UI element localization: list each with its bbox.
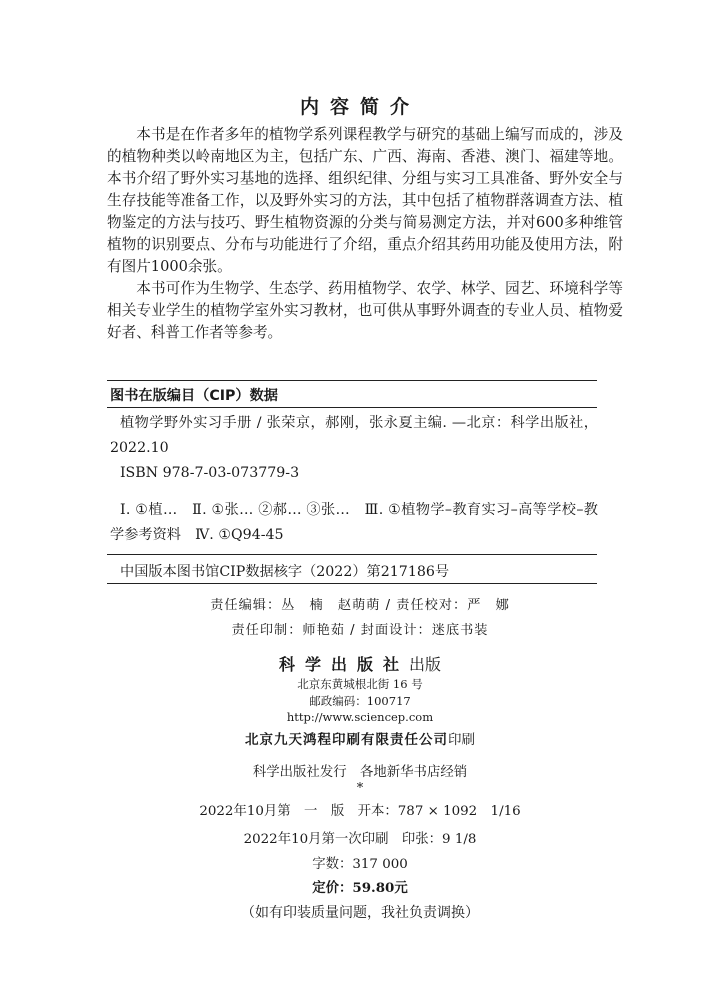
publisher-postcode: 邮政编码：100717 [309, 694, 411, 708]
quality-notice: （如有印装质量问题，我社负责调换） [241, 905, 479, 921]
publisher-address: 北京东黄城根北街 16 号 [297, 677, 423, 691]
summary-paragraph-2: 本书可作为生物学、生态学、药用植物学、农学、林学、园艺、环境科学等相关专业学生的植物学室外实习教材，也可供从事野外调查的专业人员、植物爱好者、科普工作者等参考。 [107, 280, 623, 341]
cip-record-number: 中国版本图书馆CIP数据核字（2022）第217186号 [120, 564, 450, 580]
summary-text [107, 124, 623, 344]
credits-production: 责任印制：师艳茹 / 封面设计：迷底书装 [231, 623, 489, 638]
cip-title-line: 植物学野外实习手册 / 张荣京，郝刚，张永夏主编. —北京：科学出版社，2022.10 [110, 415, 598, 456]
cip-number-top-rule [107, 554, 597, 555]
cip-top-rule [107, 380, 597, 381]
cip-heading: 图书在版编目（CIP）数据 [110, 388, 278, 404]
price-line [0, 877, 720, 896]
separator-star: * [356, 781, 364, 796]
cip-classification: Ⅰ. ①植… Ⅱ. ①张… ②郝… ③张… Ⅲ. ①植物学–教育实习–高等学校–教学参考资料 Ⅳ. ①Q94-45 [110, 502, 598, 543]
publisher-brand: 科学出版社 [278, 655, 409, 674]
publisher-line [0, 652, 720, 675]
price-label: 定价： [312, 880, 353, 896]
credits-editors: 责任编辑：丛 楠 赵萌萌 / 责任校对：严 娜 [210, 598, 510, 613]
cip-isbn: ISBN 978-7-03-073779-3 [119, 465, 300, 481]
printer-line [0, 728, 720, 748]
summary-paragraph-1: 本书是在作者多年的植物学系列课程教学与研究的基础上编写而成的，涉及的植物种类以岭南地区为主，包括广东、广西、海南、香港、澳门、福建等地。本书介绍了野外实习基地的选择、组织纪律、分组与实习工具准备、野外安全与生存技能等准备工作，以及野外实习的方法，其中包括了植物群落调查方法、植物鉴定的方法与技巧、野生植物资源的分类与简易测定方法，并对600多种维管植物的识别要点、分布与功能进行了介绍，重点介绍其药用功能及使用方法，附有图片1000余张。 [107, 126, 623, 275]
summary-title: 内容简介 [299, 96, 420, 118]
cip-record [110, 411, 598, 548]
printer-brand: 北京九天鸿程印刷有限责任公司 [245, 732, 448, 748]
publisher-url: http://www.sciencep.com [286, 710, 434, 724]
printer-suffix: 印刷 [448, 732, 475, 748]
price-value: 59.80元 [352, 880, 408, 896]
word-count: 字数：317 000 [312, 857, 408, 872]
printing-line: 2022年10月第一次印刷 印张：9 1/8 [243, 832, 477, 847]
cip-bottom-rule [107, 583, 597, 584]
publisher-suffix: 出版 [409, 655, 442, 674]
cip-heading-rule [107, 407, 597, 408]
edition-line: 2022年10月第 一 版 开本：787 × 1092 1/16 [199, 804, 521, 819]
distribution-line: 科学出版社发行 各地新华书店经销 [252, 765, 468, 780]
